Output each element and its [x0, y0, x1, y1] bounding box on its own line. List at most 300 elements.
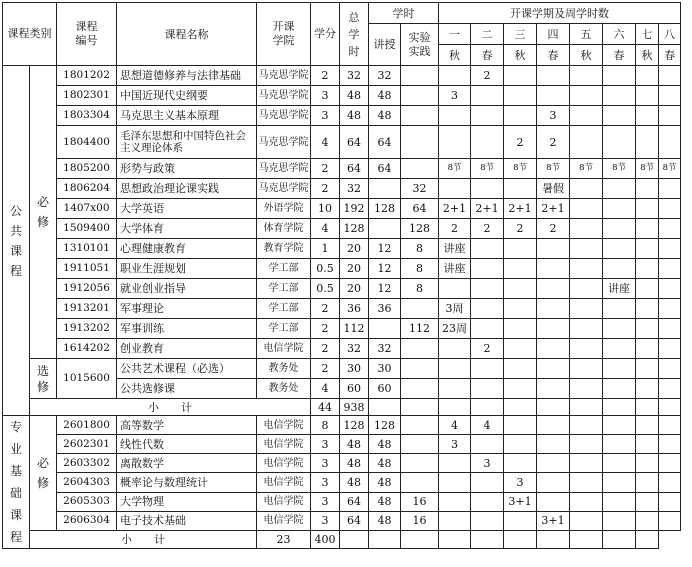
semester-hours-3	[504, 179, 537, 199]
subtotal-total-hours: 938	[340, 399, 369, 416]
semester-hours-5	[570, 279, 603, 299]
subtotal-practice-hours	[369, 530, 401, 548]
course-lecture-hours: 48	[369, 86, 401, 106]
semester-hours-1	[439, 359, 471, 379]
course-total-hours: 112	[340, 319, 369, 339]
semester-hours-7	[636, 279, 659, 299]
course-code: 1805200	[57, 159, 117, 179]
semester-hours-5	[570, 416, 603, 435]
course-name: 离散数学	[117, 454, 257, 473]
semester-hours-2	[471, 473, 504, 492]
semester-hours-3	[504, 416, 537, 435]
course-name: 形势与政策	[117, 159, 257, 179]
semester-hours-6	[603, 126, 636, 159]
course-lecture-hours: 48	[369, 473, 401, 492]
semester-hours-8	[659, 259, 681, 279]
course-lecture-hours: 48	[369, 492, 401, 511]
table-row	[3, 299, 681, 319]
semester-hours-1	[401, 530, 439, 548]
course-total-hours: 32	[340, 179, 369, 199]
header-lecture: 讲授	[369, 24, 401, 66]
course-credit: 3	[311, 106, 340, 126]
course-lecture-hours: 32	[369, 339, 401, 359]
course-credit: 4	[311, 126, 340, 159]
semester-hours-7	[636, 239, 659, 259]
semester-hours-5	[570, 359, 603, 379]
semester-hours-6	[603, 319, 636, 339]
course-credit: 4	[311, 379, 340, 399]
subtotal-lecture-hours	[340, 530, 369, 548]
semester-number-5: 五	[570, 24, 603, 45]
semester-hours-3: 2+1	[504, 199, 537, 219]
semester-hours-5	[570, 339, 603, 359]
course-college: 体育学院	[257, 219, 311, 239]
public-subtotal-row	[3, 399, 681, 416]
semester-hours-5	[570, 299, 603, 319]
semester-hours-8	[659, 454, 681, 473]
semester-hours-4	[537, 259, 570, 279]
semester-hours-4	[537, 473, 570, 492]
course-lecture-hours: 64	[369, 159, 401, 179]
semester-hours-8	[636, 530, 659, 548]
semester-hours-8	[659, 66, 681, 86]
semester-hours-1	[439, 106, 471, 126]
semester-hours-5	[570, 239, 603, 259]
semester-hours-2: 2	[471, 339, 504, 359]
header-hours: 学时	[369, 3, 439, 24]
semester-hours-1	[439, 511, 471, 530]
course-code: 2603302	[57, 454, 117, 473]
semester-hours-7	[636, 511, 659, 530]
semester-hours-3	[504, 339, 537, 359]
table-row	[3, 492, 681, 511]
semester-hours-3: 2	[504, 126, 537, 159]
course-lecture-hours: 12	[369, 259, 401, 279]
semester-hours-1: 2+1	[439, 199, 471, 219]
course-code: 1801202	[57, 66, 117, 86]
semester-hours-4	[537, 279, 570, 299]
semester-hours-8	[659, 473, 681, 492]
course-practice-hours	[401, 299, 439, 319]
semester-hours-5	[570, 86, 603, 106]
semester-hours-3	[504, 319, 537, 339]
semester-hours-3	[504, 399, 537, 416]
group-public: 公共课程	[3, 66, 30, 416]
semester-hours-8	[659, 126, 681, 159]
semester-hours-1	[439, 126, 471, 159]
course-total-hours: 48	[340, 454, 369, 473]
course-college: 马克思学院	[257, 66, 311, 86]
header-practice: 实验实践	[401, 24, 439, 66]
course-college: 教务处	[257, 379, 311, 399]
course-name: 思想道德修养与法律基础	[117, 66, 257, 86]
semester-hours-6	[570, 530, 603, 548]
semester-hours-2	[439, 530, 471, 548]
course-name: 思想政治理论课实践	[117, 179, 257, 199]
semester-hours-1: 讲座	[439, 259, 471, 279]
semester-hours-3	[504, 259, 537, 279]
semester-hours-4: 3	[537, 106, 570, 126]
course-total-hours: 32	[340, 66, 369, 86]
course-credit: 4	[311, 219, 340, 239]
course-name: 马克思主义基本原理	[117, 106, 257, 126]
course-credit: 3	[311, 435, 340, 454]
semester-hours-1: 3	[439, 86, 471, 106]
semester-hours-6	[603, 492, 636, 511]
semester-hours-7	[603, 530, 636, 548]
course-lecture-hours: 30	[369, 359, 401, 379]
semester-hours-4	[537, 416, 570, 435]
semester-hours-5	[570, 179, 603, 199]
course-code: 1803304	[57, 106, 117, 126]
semester-hours-7	[636, 259, 659, 279]
semester-hours-8	[659, 106, 681, 126]
course-code: 1509400	[57, 219, 117, 239]
semester-hours-2: 2	[471, 219, 504, 239]
course-lecture-hours: 48	[369, 454, 401, 473]
course-total-hours: 48	[340, 106, 369, 126]
subtotal-credit: 44	[311, 399, 340, 416]
professional-subtotal-row	[3, 530, 681, 548]
semester-hours-2	[471, 259, 504, 279]
semester-hours-2	[471, 435, 504, 454]
course-college: 马克思学院	[257, 159, 311, 179]
semester-hours-5	[570, 511, 603, 530]
course-total-hours: 128	[340, 416, 369, 435]
semester-hours-2: 2	[471, 66, 504, 86]
course-code: 1912056	[57, 279, 117, 299]
course-name: 军事训练	[117, 319, 257, 339]
semester-hours-3	[504, 511, 537, 530]
course-code: 1802301	[57, 86, 117, 106]
semester-season-3: 秋	[504, 45, 537, 66]
course-lecture-hours: 48	[369, 435, 401, 454]
semester-hours-3	[504, 435, 537, 454]
semester-hours-2: 3	[471, 454, 504, 473]
course-practice-hours: 128	[401, 219, 439, 239]
semester-hours-7	[636, 339, 659, 359]
course-lecture-hours: 128	[369, 416, 401, 435]
semester-hours-2	[471, 86, 504, 106]
header-category: 课程类别	[3, 3, 57, 66]
course-name: 公共艺术课程（必选）	[117, 359, 257, 379]
curriculum-table-wrapper	[2, 2, 681, 549]
course-total-hours: 32	[340, 339, 369, 359]
semester-hours-4	[537, 319, 570, 339]
semester-hours-7: 8节	[636, 159, 659, 179]
course-total-hours: 64	[340, 492, 369, 511]
semester-hours-3	[504, 379, 537, 399]
course-code: 2604303	[57, 473, 117, 492]
course-total-hours: 64	[340, 126, 369, 159]
course-lecture-hours	[369, 219, 401, 239]
semester-hours-3: 8节	[504, 159, 537, 179]
semester-hours-4: 暑假	[537, 179, 570, 199]
course-credit: 2	[311, 179, 340, 199]
course-practice-hours: 32	[401, 179, 439, 199]
course-lecture-hours: 60	[369, 379, 401, 399]
table-row	[3, 126, 681, 159]
course-practice-hours	[401, 159, 439, 179]
semester-hours-6: 8节	[603, 159, 636, 179]
semester-hours-2	[471, 511, 504, 530]
semester-hours-3	[504, 279, 537, 299]
table-row	[3, 435, 681, 454]
course-code: 2606304	[57, 511, 117, 530]
table-row	[3, 86, 681, 106]
semester-hours-5	[570, 473, 603, 492]
semester-hours-6	[603, 66, 636, 86]
semester-hours-2: 4	[471, 416, 504, 435]
semester-hours-4	[537, 492, 570, 511]
course-practice-hours	[401, 379, 439, 399]
semester-hours-7	[636, 179, 659, 199]
semester-hours-8	[659, 279, 681, 299]
course-practice-hours	[401, 86, 439, 106]
course-name: 军事理论	[117, 299, 257, 319]
semester-hours-8: 8节	[659, 159, 681, 179]
semester-hours-2	[471, 492, 504, 511]
semester-hours-8	[659, 379, 681, 399]
course-name: 电子技术基础	[117, 511, 257, 530]
semester-hours-4	[537, 339, 570, 359]
subtotal-lecture-hours	[369, 399, 401, 416]
semester-hours-4	[537, 359, 570, 379]
table-row	[3, 279, 681, 299]
semester-season-1: 秋	[439, 45, 471, 66]
semester-hours-4: 3+1	[537, 511, 570, 530]
group-public-elective: 选修	[30, 359, 57, 399]
header-code: 课程编号	[57, 3, 117, 66]
course-college: 外语学院	[257, 199, 311, 219]
course-college: 马克思学院	[257, 126, 311, 159]
course-total-hours: 20	[340, 279, 369, 299]
semester-hours-8	[659, 492, 681, 511]
semester-hours-3	[504, 239, 537, 259]
course-lecture-hours	[369, 319, 401, 339]
group-professional: 专业基础课程	[3, 416, 30, 549]
course-college: 马克思学院	[257, 179, 311, 199]
course-college: 学工部	[257, 259, 311, 279]
semester-hours-1: 2	[439, 219, 471, 239]
course-credit: 3	[311, 492, 340, 511]
course-practice-hours	[401, 416, 439, 435]
table-row	[3, 219, 681, 239]
semester-hours-6	[603, 239, 636, 259]
subtotal-practice-hours	[401, 399, 439, 416]
course-code: 1310101	[57, 239, 117, 259]
semester-hours-6	[603, 511, 636, 530]
course-total-hours: 192	[340, 199, 369, 219]
semester-hours-3: 3	[504, 473, 537, 492]
subtotal-credit: 23	[257, 530, 311, 548]
semester-hours-3	[504, 106, 537, 126]
course-practice-hours: 16	[401, 511, 439, 530]
semester-hours-2	[471, 399, 504, 416]
course-total-hours: 60	[340, 379, 369, 399]
course-name: 公共选修课	[117, 379, 257, 399]
course-total-hours: 64	[340, 511, 369, 530]
course-college: 学工部	[257, 299, 311, 319]
subtotal-total-hours: 400	[311, 530, 340, 548]
semester-hours-8	[659, 86, 681, 106]
semester-hours-5	[570, 319, 603, 339]
semester-hours-1: 4	[439, 416, 471, 435]
semester-hours-6	[603, 86, 636, 106]
semester-hours-5	[570, 126, 603, 159]
semester-hours-7	[636, 199, 659, 219]
semester-season-7: 秋	[636, 45, 659, 66]
semester-hours-1	[439, 66, 471, 86]
course-total-hours: 20	[340, 259, 369, 279]
semester-hours-1	[439, 399, 471, 416]
semester-number-8: 八	[659, 24, 681, 45]
course-college: 教育学院	[257, 239, 311, 259]
course-name: 创业教育	[117, 339, 257, 359]
semester-hours-8	[659, 319, 681, 339]
semester-hours-4	[504, 530, 537, 548]
course-name: 大学英语	[117, 199, 257, 219]
semester-hours-1	[439, 492, 471, 511]
course-code: 2601800	[57, 416, 117, 435]
semester-hours-3	[504, 299, 537, 319]
header-semesters: 开课学期及周学时数	[439, 3, 681, 24]
semester-hours-3	[504, 359, 537, 379]
semester-hours-5	[570, 454, 603, 473]
semester-hours-8	[659, 416, 681, 435]
course-practice-hours: 8	[401, 279, 439, 299]
header-college: 开课学院	[257, 3, 311, 66]
semester-hours-4	[537, 86, 570, 106]
semester-hours-4: 2	[537, 126, 570, 159]
course-total-hours: 128	[340, 219, 369, 239]
table-row	[3, 416, 681, 435]
semester-hours-8	[659, 239, 681, 259]
semester-hours-2	[471, 359, 504, 379]
semester-hours-5	[570, 492, 603, 511]
course-credit: 0.5	[311, 259, 340, 279]
table-row	[3, 454, 681, 473]
semester-hours-4	[537, 299, 570, 319]
course-credit: 3	[311, 86, 340, 106]
semester-hours-6	[603, 416, 636, 435]
semester-hours-7	[636, 492, 659, 511]
course-credit: 2	[311, 299, 340, 319]
header-row-1	[3, 3, 681, 24]
course-college: 学工部	[257, 279, 311, 299]
semester-hours-3: 3+1	[504, 492, 537, 511]
group-professional-required: 必修	[30, 416, 57, 531]
course-practice-hours	[401, 454, 439, 473]
semester-hours-6	[603, 179, 636, 199]
semester-hours-5	[570, 435, 603, 454]
course-lecture-hours: 48	[369, 106, 401, 126]
course-code: 2605303	[57, 492, 117, 511]
semester-hours-1	[439, 179, 471, 199]
semester-hours-8	[659, 179, 681, 199]
semester-hours-1: 3周	[439, 299, 471, 319]
course-lecture-hours	[369, 179, 401, 199]
semester-hours-7	[636, 299, 659, 319]
semester-hours-3	[471, 530, 504, 548]
course-practice-hours	[401, 66, 439, 86]
semester-hours-6	[603, 454, 636, 473]
semester-hours-5	[570, 106, 603, 126]
semester-hours-3	[504, 454, 537, 473]
semester-hours-7	[636, 86, 659, 106]
table-row	[3, 199, 681, 219]
course-name: 高等数学	[117, 416, 257, 435]
semester-hours-6	[603, 106, 636, 126]
semester-number-7: 七	[636, 24, 659, 45]
semester-hours-1: 8节	[439, 159, 471, 179]
header-total: 总学时	[340, 3, 369, 66]
semester-hours-4	[537, 379, 570, 399]
course-code: 1407x00	[57, 199, 117, 219]
course-code: 1913201	[57, 299, 117, 319]
curriculum-table	[2, 2, 681, 549]
semester-hours-4	[537, 66, 570, 86]
semester-hours-8	[659, 359, 681, 379]
course-college: 马克思学院	[257, 86, 311, 106]
semester-hours-5	[570, 399, 603, 416]
course-college: 电信学院	[257, 416, 311, 435]
course-college: 电信学院	[257, 435, 311, 454]
course-name: 线性代数	[117, 435, 257, 454]
table-row	[3, 179, 681, 199]
course-lecture-hours: 32	[369, 66, 401, 86]
semester-hours-2: 2+1	[471, 199, 504, 219]
semester-hours-2	[471, 106, 504, 126]
course-practice-hours	[401, 106, 439, 126]
semester-hours-5	[570, 219, 603, 239]
course-credit: 0.5	[311, 279, 340, 299]
course-code: 1911051	[57, 259, 117, 279]
course-name: 大学体育	[117, 219, 257, 239]
semester-hours-5	[570, 199, 603, 219]
semester-hours-2	[471, 299, 504, 319]
course-total-hours: 36	[340, 299, 369, 319]
course-credit: 3	[311, 454, 340, 473]
semester-hours-2	[471, 319, 504, 339]
semester-hours-6	[603, 399, 636, 416]
course-credit: 10	[311, 199, 340, 219]
semester-hours-7	[636, 435, 659, 454]
course-practice-hours: 8	[401, 239, 439, 259]
table-row	[3, 106, 681, 126]
course-lecture-hours: 12	[369, 279, 401, 299]
semester-hours-4	[537, 435, 570, 454]
semester-hours-6	[603, 359, 636, 379]
semester-hours-4: 8节	[537, 159, 570, 179]
course-total-hours: 20	[340, 239, 369, 259]
course-total-hours: 64	[340, 159, 369, 179]
course-college: 电信学院	[257, 511, 311, 530]
course-practice-hours: 64	[401, 199, 439, 219]
semester-hours-1: 23周	[439, 319, 471, 339]
semester-hours-6	[603, 259, 636, 279]
semester-hours-7	[636, 416, 659, 435]
course-credit: 3	[311, 511, 340, 530]
semester-hours-8	[659, 399, 681, 416]
course-name: 职业生涯规划	[117, 259, 257, 279]
semester-hours-2	[471, 179, 504, 199]
course-practice-hours: 8	[401, 259, 439, 279]
semester-hours-4	[537, 399, 570, 416]
course-credit: 2	[311, 66, 340, 86]
semester-hours-2	[471, 126, 504, 159]
course-name: 就业创业指导	[117, 279, 257, 299]
